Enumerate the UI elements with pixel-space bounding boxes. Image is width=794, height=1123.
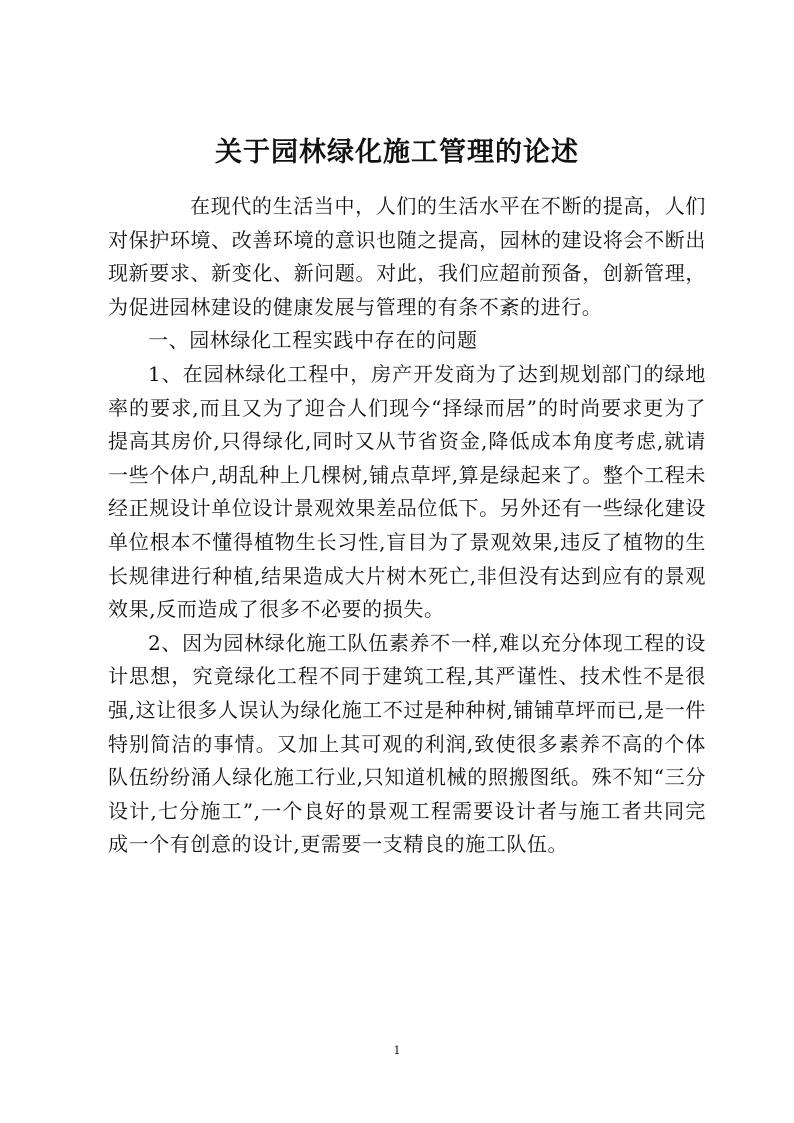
document-title: 关于园林绿化施工管理的论述 bbox=[215, 137, 579, 168]
section-heading: 一、园林绿化工程实践中存在的问题 bbox=[148, 328, 478, 353]
body-paragraph-1: 1、在园林绿化工程中，房产开发商为了达到规划部门的绿地率的要求,而且又为了迎合人们现今“择绿而居”的时尚要求更为了提高其房价,只得绿化,同时又从节省资金,降低成本角度考虑,就请一些个体户,胡乱种上几棵树,铺点草坪,算是绿起来了。整个工程未经正规设计单位设计景观效果差品位低下。另外还有一些绿化建设单位根本不懂得植物生长习性,盲目为了景观效果,违反了植物的生长规律进行种植,结果造成大片树木死亡,非但没有达到应有的景观效果,反而造成了很多不必要的损失。 bbox=[108, 361, 706, 622]
page-number: 1 bbox=[393, 1044, 401, 1057]
document-body bbox=[108, 190, 706, 862]
body-paragraph-2: 2、因为园林绿化施工队伍素养不一样,难以充分体现工程的设计思想，究竟绿化工程不同于建筑工程,其严谨性、技术性不是很强,这让很多人误认为绿化施工不过是种种树,铺铺草坪而已,是一件特别简洁的事情。又加上其可观的利润,致使很多素养不高的个体队伍纷纷涌人绿化施工行业,只知道机械的照搬图纸。殊不知“三分设计,七分施工”,一个良好的景观工程需要设计者与施工者共同完成一个有创意的设计,更需要一支精良的施工队伍。 bbox=[108, 630, 706, 857]
intro-paragraph: 在现代的生活当中，人们的生活水平在不断的提高，人们对保护环境、改善环境的意识也随之提高，园林的建设将会不断出现新要求、新变化、新问题。对此，我们应超前预备，创新管理，为促进园林建设的健康发展与管理的有条不紊的进行。 bbox=[108, 194, 706, 319]
